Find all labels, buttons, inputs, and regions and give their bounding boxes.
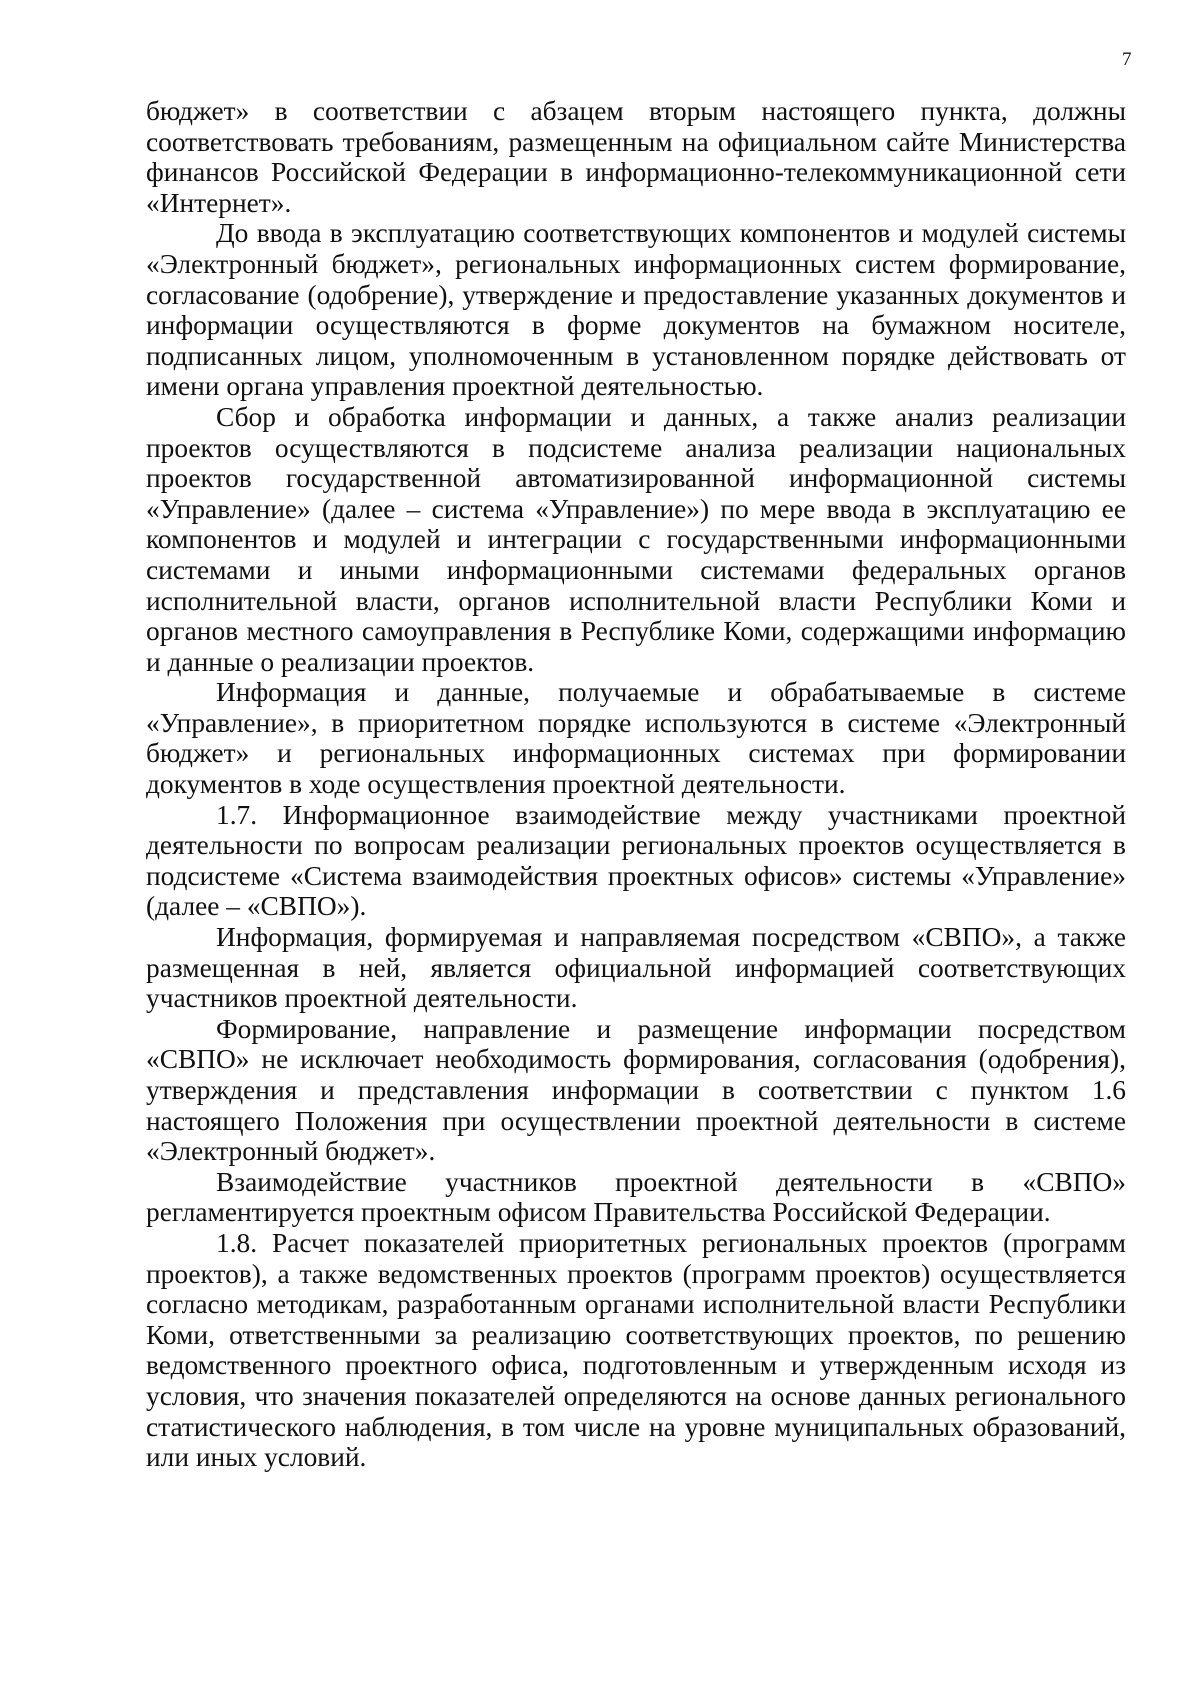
page-number: 7 — [1122, 49, 1132, 70]
paragraph-transition-period: До ввода в эксплуатацию соответствующих компонентов и модулей системы «Электронный бюджет», региональных информационных систем формирование, согласование (одобрение), утверждение и предоставление указанных документов и информации осуществляются в форме документов на бумажном носителе, подписанных лицом, уполномоченным в установленном порядке действовать от имени органа управления проектной деятельностью. — [146, 218, 1126, 402]
paragraph-svpo-formation: Формирование, направление и размещение информации посредством «СВПО» не исключает необходимость формирования, согласования (одобрения), утверждения и представления информации в соответствии с пунктом 1.6 настоящего Положения при осуществлении проектной деятельности в системе «Электронный бюджет». — [146, 1013, 1126, 1167]
paragraph-data-collection: Сбор и обработка информации и данных, а также анализ реализации проектов осуществляются в подсистеме анализа реализации национальных проектов государственной автоматизированной информационной системы «Управление» (далее – система «Управление») по мере ввода в эксплуатацию ее компонентов и модулей и интеграции с государственными информационными системами и иными информационными системами федеральных органов исполнительной власти, органов исполнительной власти Республики Коми и органов местного самоуправления в Республике Коми, содержащими информацию и данные о реализации проектов. — [146, 401, 1126, 677]
paragraph-continuation: бюджет» в соответствии с абзацем вторым настоящего пункта, должны соответствовать требованиям, размещенным на официальном сайте Министерства финансов Российской Федерации в информационно-телекоммуникационной сети «Интернет». — [146, 96, 1126, 218]
paragraph-section-1-7: 1.7. Информационное взаимодействие между участниками проектной деятельности по вопросам реализации региональных проектов осуществляется в подсистеме «Система взаимодействия проектных офисов» системы «Управление» (далее – «СВПО»). — [146, 799, 1126, 922]
paragraph-data-usage: Информация и данные, получаемые и обрабатываемые в системе «Управление», в приоритетном порядке используются в системе «Электронный бюджет» и региональных информационных системах при формировании документов в ходе осуществления проектной деятельности. — [146, 677, 1126, 800]
paragraph-svpo-regulation: Взаимодействие участников проектной деятельности в «СВПО» регламентируется проектным офисом Правительства Российской Федерации. — [146, 1166, 1126, 1228]
paragraph-svpo-information: Информация, формируемая и направляемая посредством «СВПО», а также размещенная в ней, является официальной информацией соответствующих участников проектной деятельности. — [146, 922, 1126, 1014]
document-body — [146, 96, 1126, 1473]
paragraph-section-1-8: 1.8. Расчет показателей приоритетных региональных проектов (программ проектов), а также ведомственных проектов (программ проектов) осуществляется согласно методикам, разработанным органами исполнительной власти Республики Коми, ответственными за реализацию соответствующих проектов, по решению ведомственного проектного офиса, подготовленным и утвержденным исходя из условия, что значения показателей определяются на основе данных регионального статистического наблюдения, в том числе на уровне муниципальных образований, или иных условий. — [146, 1227, 1126, 1473]
